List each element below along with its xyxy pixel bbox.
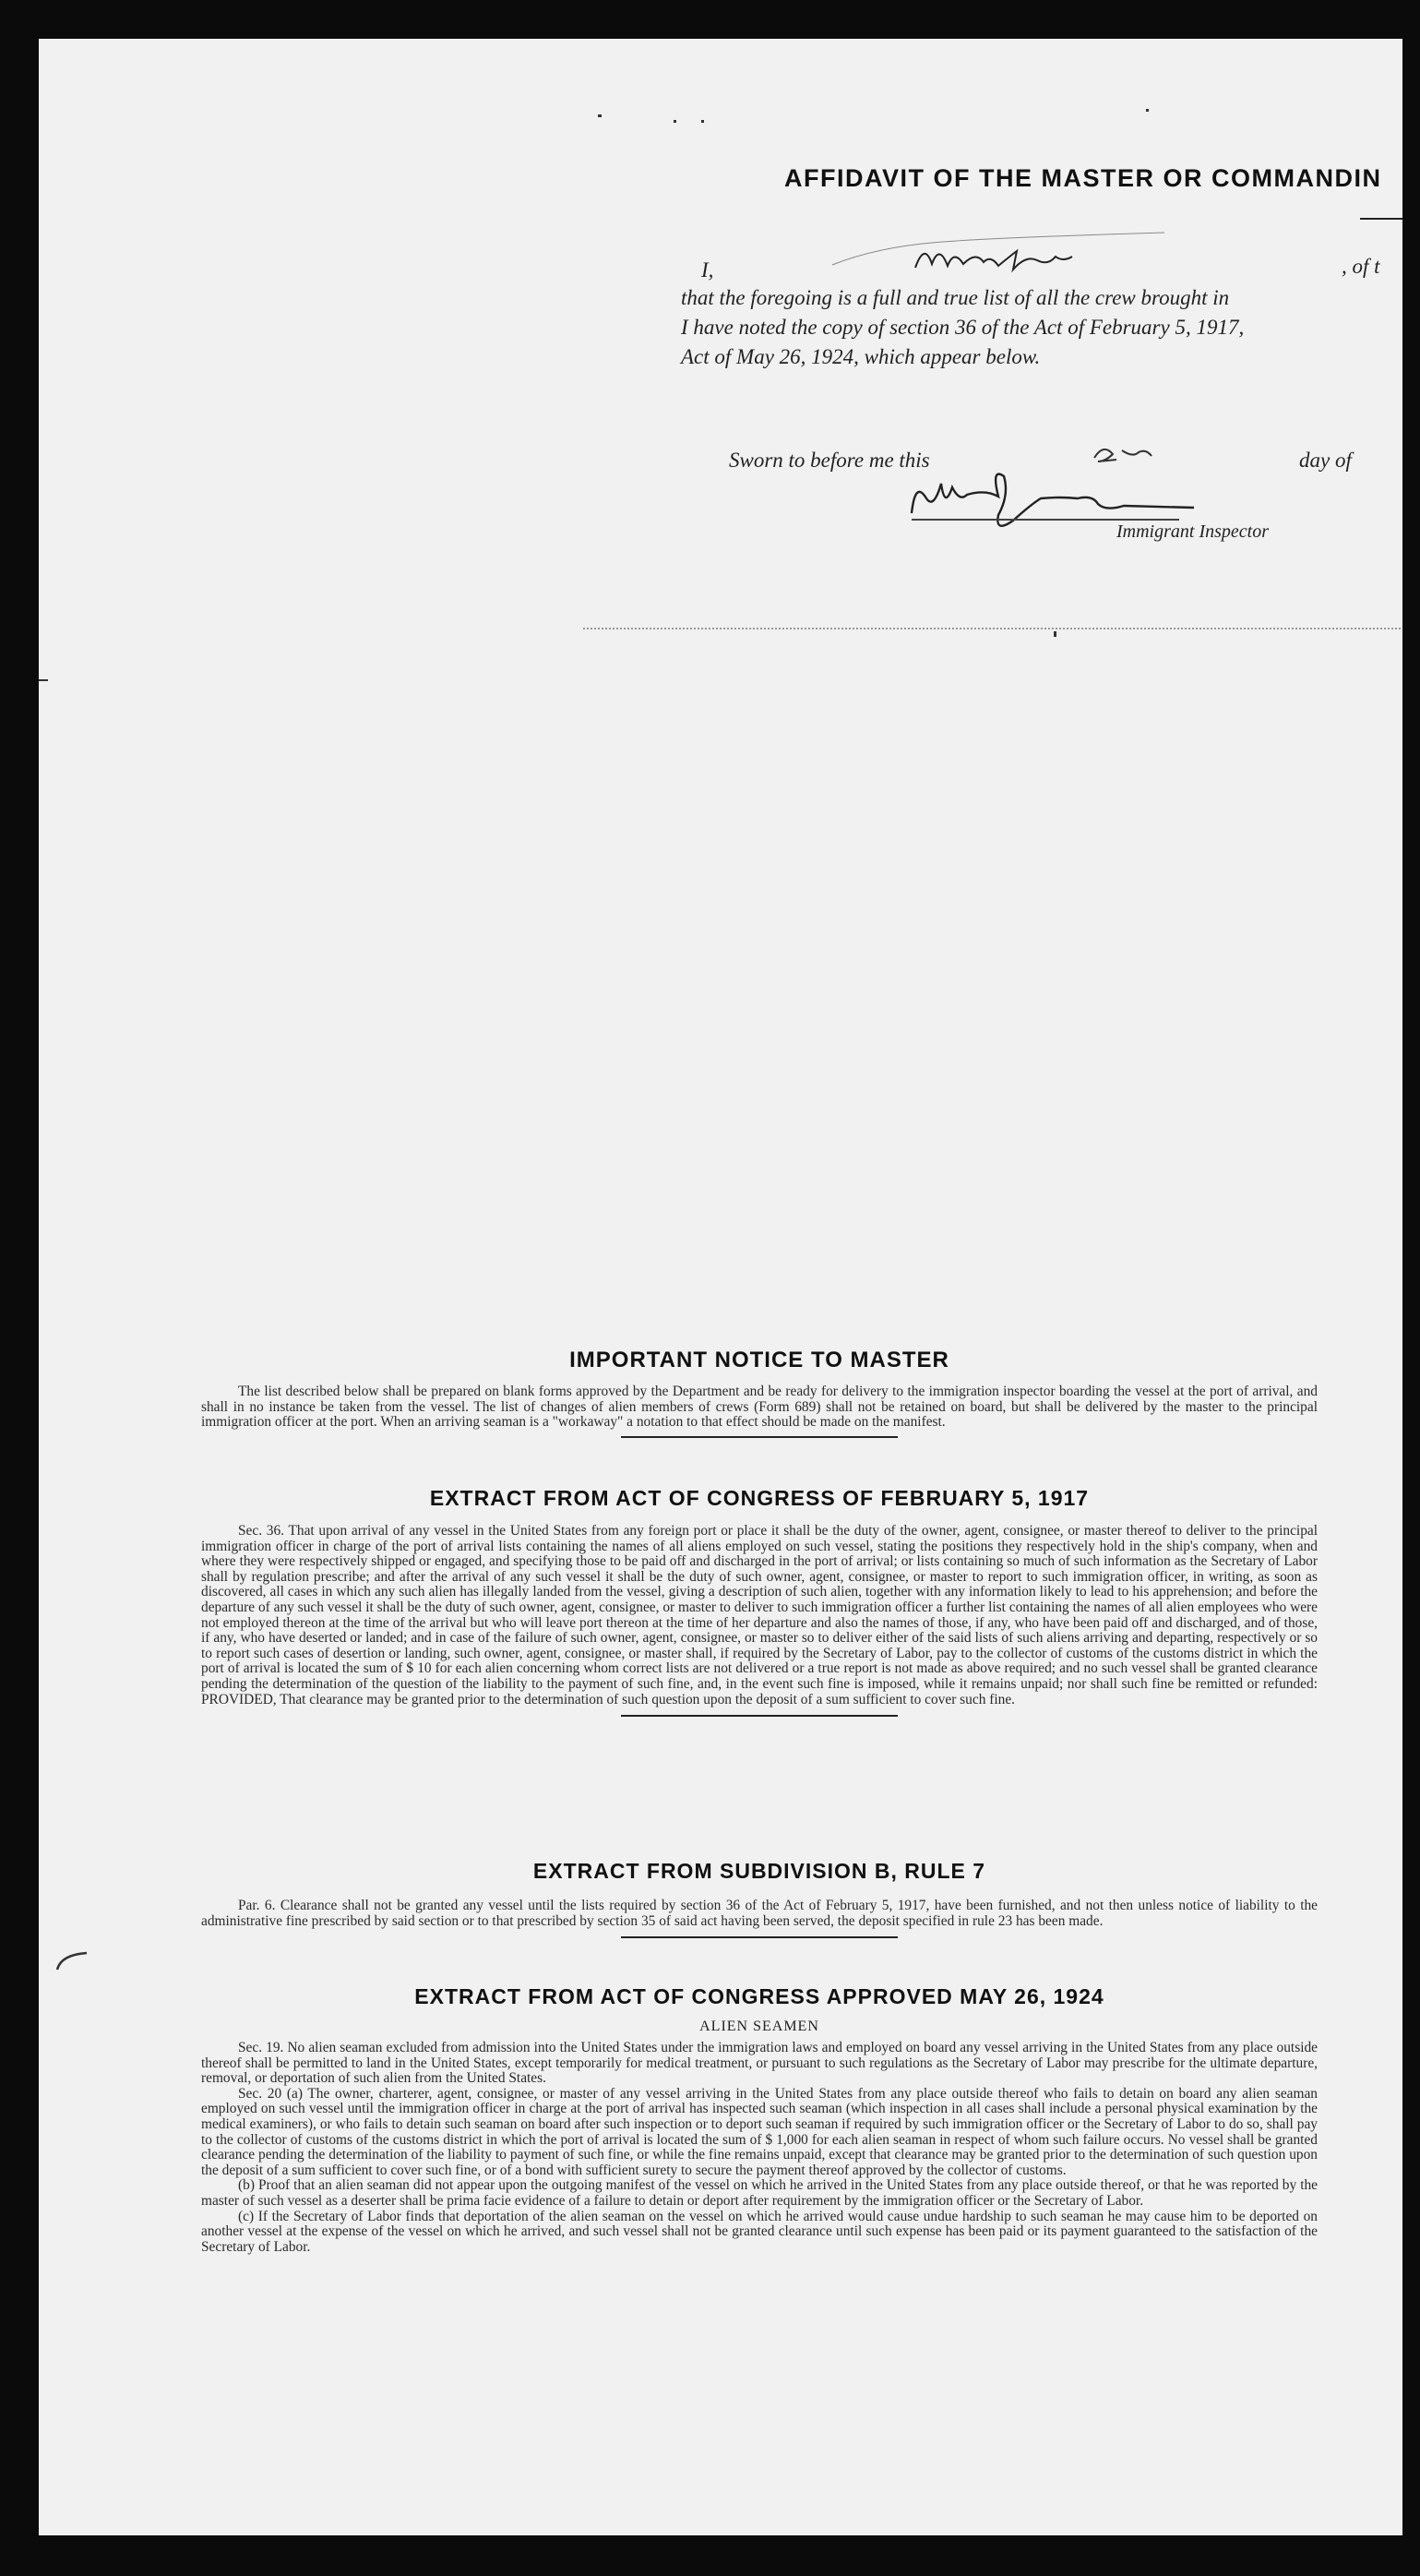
- rule-7-section: [201, 1859, 1318, 1938]
- affidavit-line-2: I have noted the copy of section 36 of the Act of February 5, 1917,: [681, 316, 1245, 339]
- affidavit-title: AFFIDAVIT OF THE MASTER OR COMMANDIN: [784, 164, 1382, 192]
- scan-speck: [1146, 109, 1149, 112]
- title-rule: [1360, 218, 1402, 220]
- day-of-label: day of: [1299, 449, 1352, 472]
- act-1924-title: EXTRACT FROM ACT OF CONGRESS APPROVED MAY 26, 1924: [414, 1984, 1104, 2008]
- scan-speck: [701, 120, 704, 123]
- margin-mark: [55, 1949, 92, 1971]
- affidavit-of-label: , of t: [1342, 255, 1380, 278]
- sworn-label: Sworn to before me this: [729, 449, 930, 472]
- notice-section: [201, 1348, 1318, 1438]
- inspector-label: Immigrant Inspector: [1116, 521, 1269, 542]
- scan-speck: [1054, 631, 1056, 637]
- sec-20a-text: Sec. 20 (a) The owner, charterer, agent, consignee, or master of any vessel arriving in the United States from any place outside thereof who fails to detain on board any alien seaman employed on such vessel until the immigration officer in charge at the port of arrival has inspected such seaman (which inspection in all cases shall include a personal physical examination by the medical examiners), or who fails to detain such seaman on board after such inspection or to deport such seaman if required by such immigration officer or the Secretary of Labor to do so, shall pay to the collector of customs of the customs district in which the port of arrival is located the sum of $ 1,000 for each alien seaman in respect of whom such failure occurs. No vessel shall be granted clearance pending the determination of the liability to payment of such fine, or while the fine remains unpaid, except that clearance may be granted prior to the determination of such question upon the deposit of a sum sufficient to cover such fine, or of a bond with sufficient surety to secure the payment thereof approved by the collector of customs.: [201, 2085, 1318, 2178]
- affidavit-line-1: that the foregoing is a full and true list of all the crew brought in: [681, 286, 1230, 309]
- act-1917-text: Sec. 36. That upon arrival of any vessel in the United States from any foreign port or place it shall be the duty of the owner, agent, consignee, or master thereof to deliver to the principal immigration officer in charge of the port of arrival lists containing the names of all aliens employed on such vessel, stating the positions they respectively hold in the ship's company, when and where they were respectively shipped or engaged, and specifying those to be paid off and discharged in the port of arrival; or lists containing so much of such information as the Secretary of Labor shall by regulation prescribe; and after the arrival of any such vessel it shall be the duty of such owner, agent, consignee, or master to report to such immigration officer, in writing, as soon as discovered, all cases in which any such alien has illegally landed from the vessel, giving a description of such alien, together with any information likely to lead to his apprehension; and before the departure of any such vessel it shall be the duty of such owner, agent, consignee, or master to deliver to such immigration officer a further list containing the names of all alien employees who were not employed thereon at the time of the arrival but who will leave port thereon at the time of her departure and also the names of those, if any, who have been paid off and discharged, and of those, if any, who have deserted or landed; and in case of the failure of such owner, agent, consignee, or master so to deliver either of the said lists of such aliens arriving and departing, respectively or so to report such cases of desertion or landing, such owner, agent, consignee, or master shall, if required by the Secretary of Labor, pay to the collector of customs of the customs district in which the port of arrival is located the sum of $ 10 for each alien concerning whom correct lists are not delivered or a true report is not made as above required; and no such vessel shall be granted clearance pending the determination of the question of the liability to the payment of such fine, and, in the event such fine is imposed, while it remains unpaid; nor shall such fine be remitted or refunded: PROVIDED, That clearance may be granted prior to the determination of such question upon the deposit of a sum sufficient to cover such fine.: [201, 1523, 1318, 1707]
- scan-speck: [674, 120, 676, 123]
- act-1917-section: [201, 1486, 1318, 1717]
- act-1924-section: [201, 1984, 1318, 2255]
- notice-text: The list described below shall be prepared on blank forms approved by the Department and be ready for delivery to the immigration inspector boarding the vessel at the port of arrival, and shall in no instance be taken from the vessel. The list of changes of alien members of crews (Form 689) shall not be retained on board, but shall be delivered by the master to the principal immigration officer at the port. When an arriving seaman is a "workaway" a notation to that effect should be made on the manifest.: [201, 1384, 1318, 1431]
- rule-7-text: Par. 6. Clearance shall not be granted any vessel until the lists required by section 36 of the Act of February 5, 1917, have been furnished, and not then unless notice of liability to the administrative fine prescribed by said section or to that prescribed by section 35 of said act having been served, the deposit specified in rule 23 has been made.: [201, 1898, 1318, 1929]
- notice-title: IMPORTANT NOTICE TO MASTER: [569, 1348, 949, 1372]
- dotted-divider: [583, 628, 1402, 631]
- act-1917-title: EXTRACT FROM ACT OF CONGRESS OF FEBRUARY 5, 1917: [429, 1486, 1090, 1510]
- document-page: [39, 39, 1402, 2535]
- rule-7-title: EXTRACT FROM SUBDIVISION B, RULE 7: [532, 1859, 986, 1883]
- scan-speck: [598, 114, 602, 117]
- sec-20b-text: (b) Proof that an alien seaman did not appear upon the outgoing manifest of the vessel on which he arrived in the United States from any place outside thereof, or that he was reported by the master of such vessel as a deserter shall be prima facie evidence of a failure to detain or deport after requirement by the immigration officer or the Secretary of Labor.: [201, 2177, 1318, 2209]
- scan-speck: [39, 679, 48, 681]
- master-signature: [795, 223, 1220, 279]
- affidavit-i-label: I,: [701, 258, 714, 282]
- section-divider: [621, 1715, 898, 1717]
- alien-seamen-subtitle: ALIEN SEAMEN: [699, 2019, 819, 2034]
- sec-20c-text: (c) If the Secretary of Labor finds that deportation of the alien seaman on the vessel on which he arrived would cause undue hardship to such seaman he may cause him to be deported on another vessel at the expense of the vessel on which he arrived, and such vessel shall not be granted clearance until such expense has been paid or its payment guaranteed to the satisfaction of the Secretary of Labor.: [201, 2208, 1318, 2255]
- section-divider: [621, 1436, 898, 1438]
- sec-19-text: Sec. 19. No alien seaman excluded from admission into the United States under the immigration laws and employed on board any vessel arriving in the United States from any place outside thereof shall be permitted to land in the United States, except temporarily for medical treatment, or pursuant to such regulations as the Secretary of Labor may prescribe for the ultimate departure, removal, or deportation of such alien from the United States.: [201, 2040, 1318, 2087]
- inspector-signature-line: [912, 519, 1179, 521]
- section-divider: [621, 1936, 898, 1938]
- affidavit-line-3: Act of May 26, 1924, which appear below.: [681, 345, 1041, 368]
